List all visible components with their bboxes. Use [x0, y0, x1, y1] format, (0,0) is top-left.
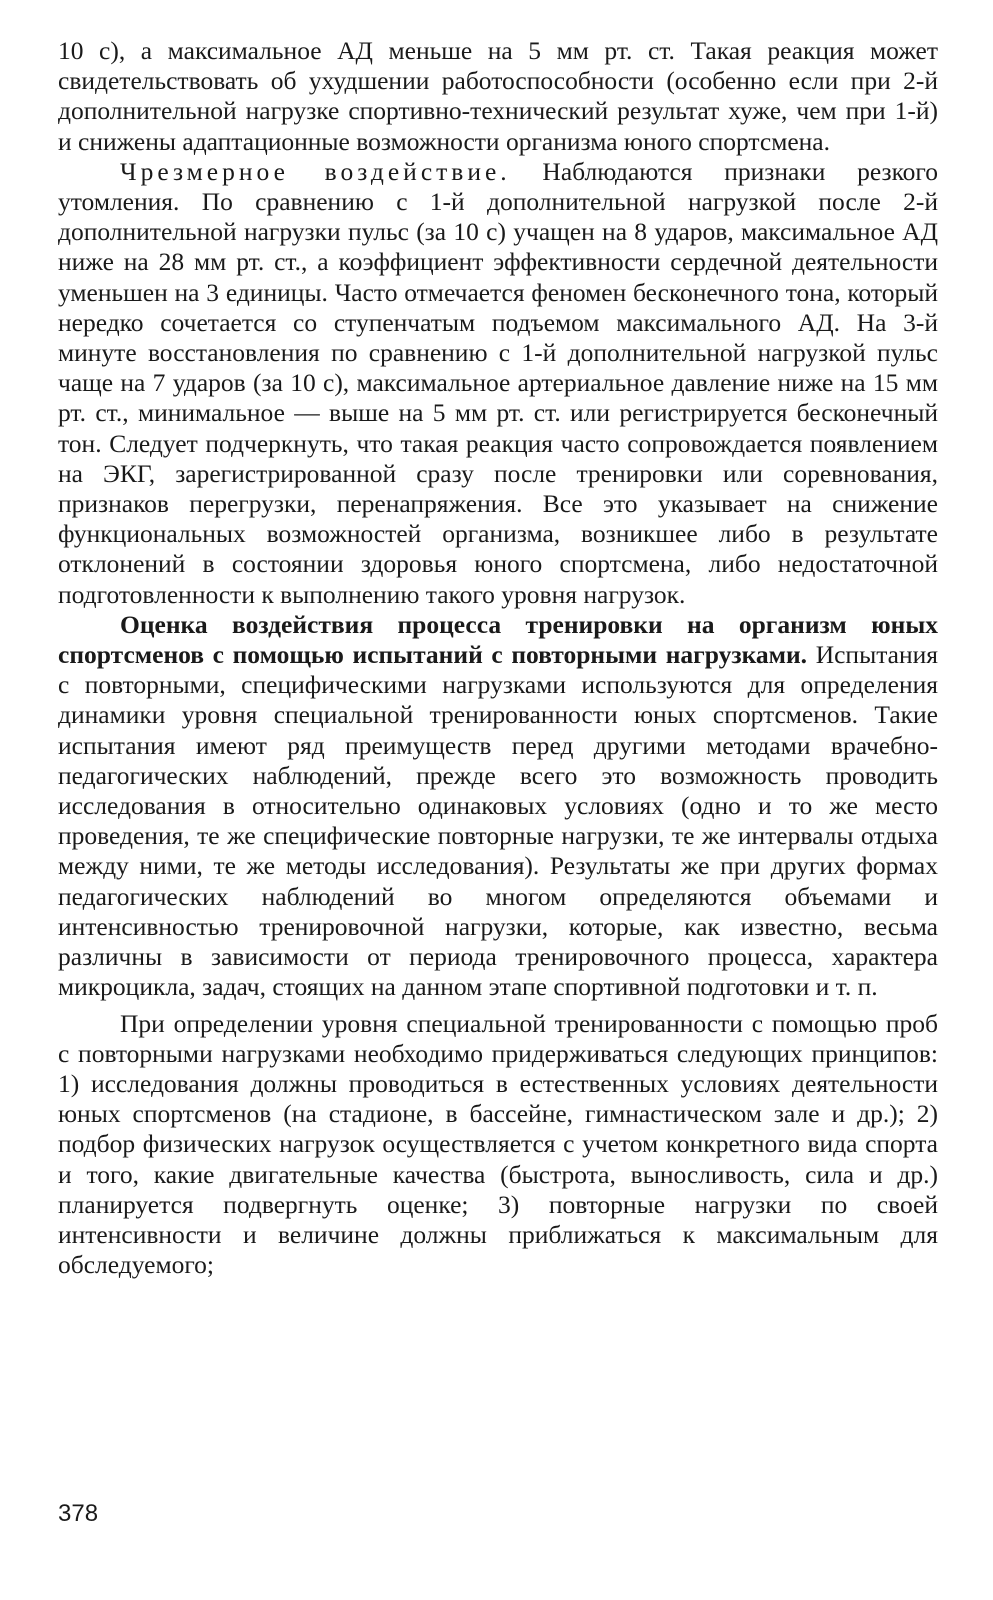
paragraph-text: Наблюдаются признаки резкого утомления. По сравнению с 1-й дополнительной нагрузкой после 2-й дополнительной нагрузки пульс (за 10 с) учащен на 8 ударов, максимальное АД ниже на 28 мм рт. ст., а коэффициент эффективности сердечной деятельности уменьшен на 3 единицы. Часто отмечается феномен бесконечного тона, который нередко сочетается со ступенчатым подъемом максимального АД. На 3-й минуте восстановления по сравнению с 1-й дополнительной нагрузкой пульс чаще на 7 ударов (за 10 с), максимальное артериальное давление ниже на 15 мм рт. ст., минимальное — выше на 5 мм рт. ст. или регистрируется бесконечный тон. Следует подчеркнуть, что такая реакция часто сопровождается появлением на ЭКГ, зарегистрированной сразу после тренировки или соревнования, признаков перегрузки, перенапряжения. Все это указывает на снижение функциональных возможностей организма, возникшее либо в результате отклонений в состоянии здоровья юного спортсмена, либо недостаточной подготовленности к выполнению такого уровня нагрузок. — [58, 156, 938, 609]
paragraph-excessive-impact — [58, 157, 938, 610]
paragraph-text: Испытания с повторными, специфическими нагрузками используются для определения динамики уровня специальной тренированности юных спортсменов. Такие испытания имеют ряд преимуществ перед другими методами врачебно-педагогических наблюдений, прежде всего это возможность проводить исследования в относительно одинаковых условиях (одно и то же место проведения, те же специфические повторные нагрузки, те же интервалы отдыха между ними, те же методы исследования). Результаты же при других формах педагогических наблюдений во многом определяются объемами и интенсивностью тренировочной нагрузки, которые, как известно, весьма различны в зависимости от периода тренировочного процесса, характера микроцикла, задач, стоящих на данном этапе спортивной подготовки и т. п. — [58, 640, 939, 1002]
paragraph-heading-spaced: Чрезмерное воздействие. — [120, 156, 511, 186]
paragraph-text: 10 с), а максимальное АД меньше на 5 мм рт. ст. Такая реакция может свидетельствовать об ухудшении работоспособности (особенно если при 2-й дополнительной нагрузке спортивно-технический результат хуже, чем при 1-й) и снижены адаптационные возможности организма юного спортсмена. — [58, 36, 938, 156]
section-heading-bold: Оценка воздействия процесса тренировки на организм юных спортсменов с помощью испытаний с повторными нагрузками. — [58, 609, 938, 670]
paragraph-text: При определении уровня специальной тренированности с помощью проб с повторными нагрузками необходимо придерживаться следующих принципов: 1) исследования должны проводиться в естественных условиях деятельности юных спортсменов (на стадионе, в бассейне, гимнастическом зале и др.); 2) подбор физических нагрузок осуществляется с учетом конкретного вида спорта и того, какие двигательные качества (быстрота, выносливость, сила и др.) планируется подвергнуть оценке; 3) повторные нагрузки по своей интенсивности и величине должны приближаться к максимальным для обследуемого; — [58, 1008, 938, 1280]
paragraph-principles — [58, 1009, 938, 1281]
page-number: 378 — [58, 1500, 99, 1527]
paragraph-repeated-loads — [58, 610, 938, 1003]
page-body — [58, 36, 938, 1280]
paragraph-continuation — [58, 36, 938, 157]
